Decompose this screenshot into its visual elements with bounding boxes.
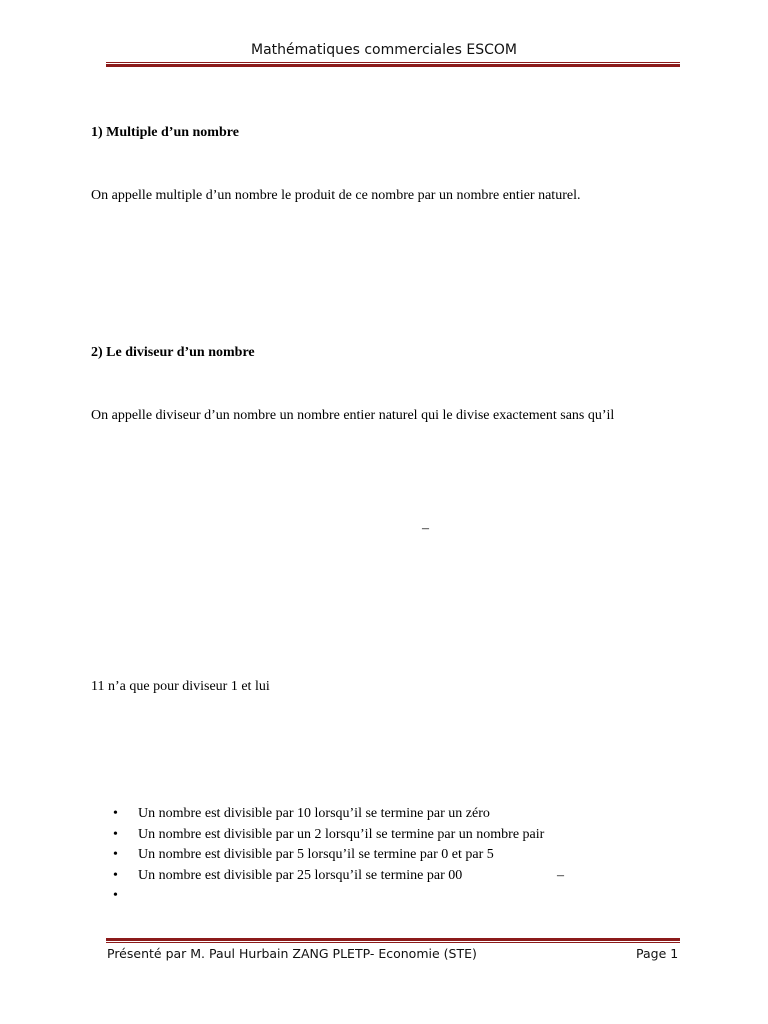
section-heading-diviseur: 2) Le diviseur d’un nombre xyxy=(91,345,255,360)
list-item xyxy=(113,804,544,825)
footer-author: Présenté par M. Paul Hurbain ZANG PLETP- Economie (STE) xyxy=(107,946,477,961)
list-item xyxy=(113,825,544,846)
footer-page-number: Page 1 xyxy=(636,946,679,961)
bullet-icon: • xyxy=(113,888,118,903)
list-item xyxy=(113,886,544,907)
page-header-title: Mathématiques commerciales ESCOM xyxy=(251,42,517,58)
bullet-icon: • xyxy=(113,847,118,862)
list-item xyxy=(113,866,564,887)
footer-rule xyxy=(106,938,680,943)
list-item-text: Un nombre est divisible par 10 lorsqu’il se termine par un zéro xyxy=(138,806,490,821)
example-text: 11 n’a que pour diviseur 1 et lui xyxy=(91,679,270,694)
bullet-icon: • xyxy=(113,826,118,842)
list-item-text: Un nombre est divisible par 25 lorsqu’il se termine par 00 xyxy=(138,867,463,883)
section-heading-multiple: 1) Multiple d’un nombre xyxy=(91,125,239,140)
section-text-diviseur: On appelle diviseur d’un nombre un nombre entier naturel qui le divise exactement sans qu’il xyxy=(91,408,615,423)
list-item xyxy=(113,845,544,866)
floating-dash: – xyxy=(422,521,429,536)
list-item-text: Un nombre est divisible par 5 lorsqu’il se termine par 0 et par 5 xyxy=(138,847,494,862)
divisibility-rules-list xyxy=(113,804,564,907)
bullet-icon: • xyxy=(113,867,118,883)
section-text-multiple: On appelle multiple d’un nombre le produit de ce nombre par un nombre entier naturel. xyxy=(91,188,581,203)
inline-dash: – xyxy=(557,867,564,883)
bullet-icon: • xyxy=(113,806,118,821)
list-item-text: Un nombre est divisible par un 2 lorsqu’il se termine par un nombre pair xyxy=(138,826,545,842)
header-rule xyxy=(106,62,680,67)
